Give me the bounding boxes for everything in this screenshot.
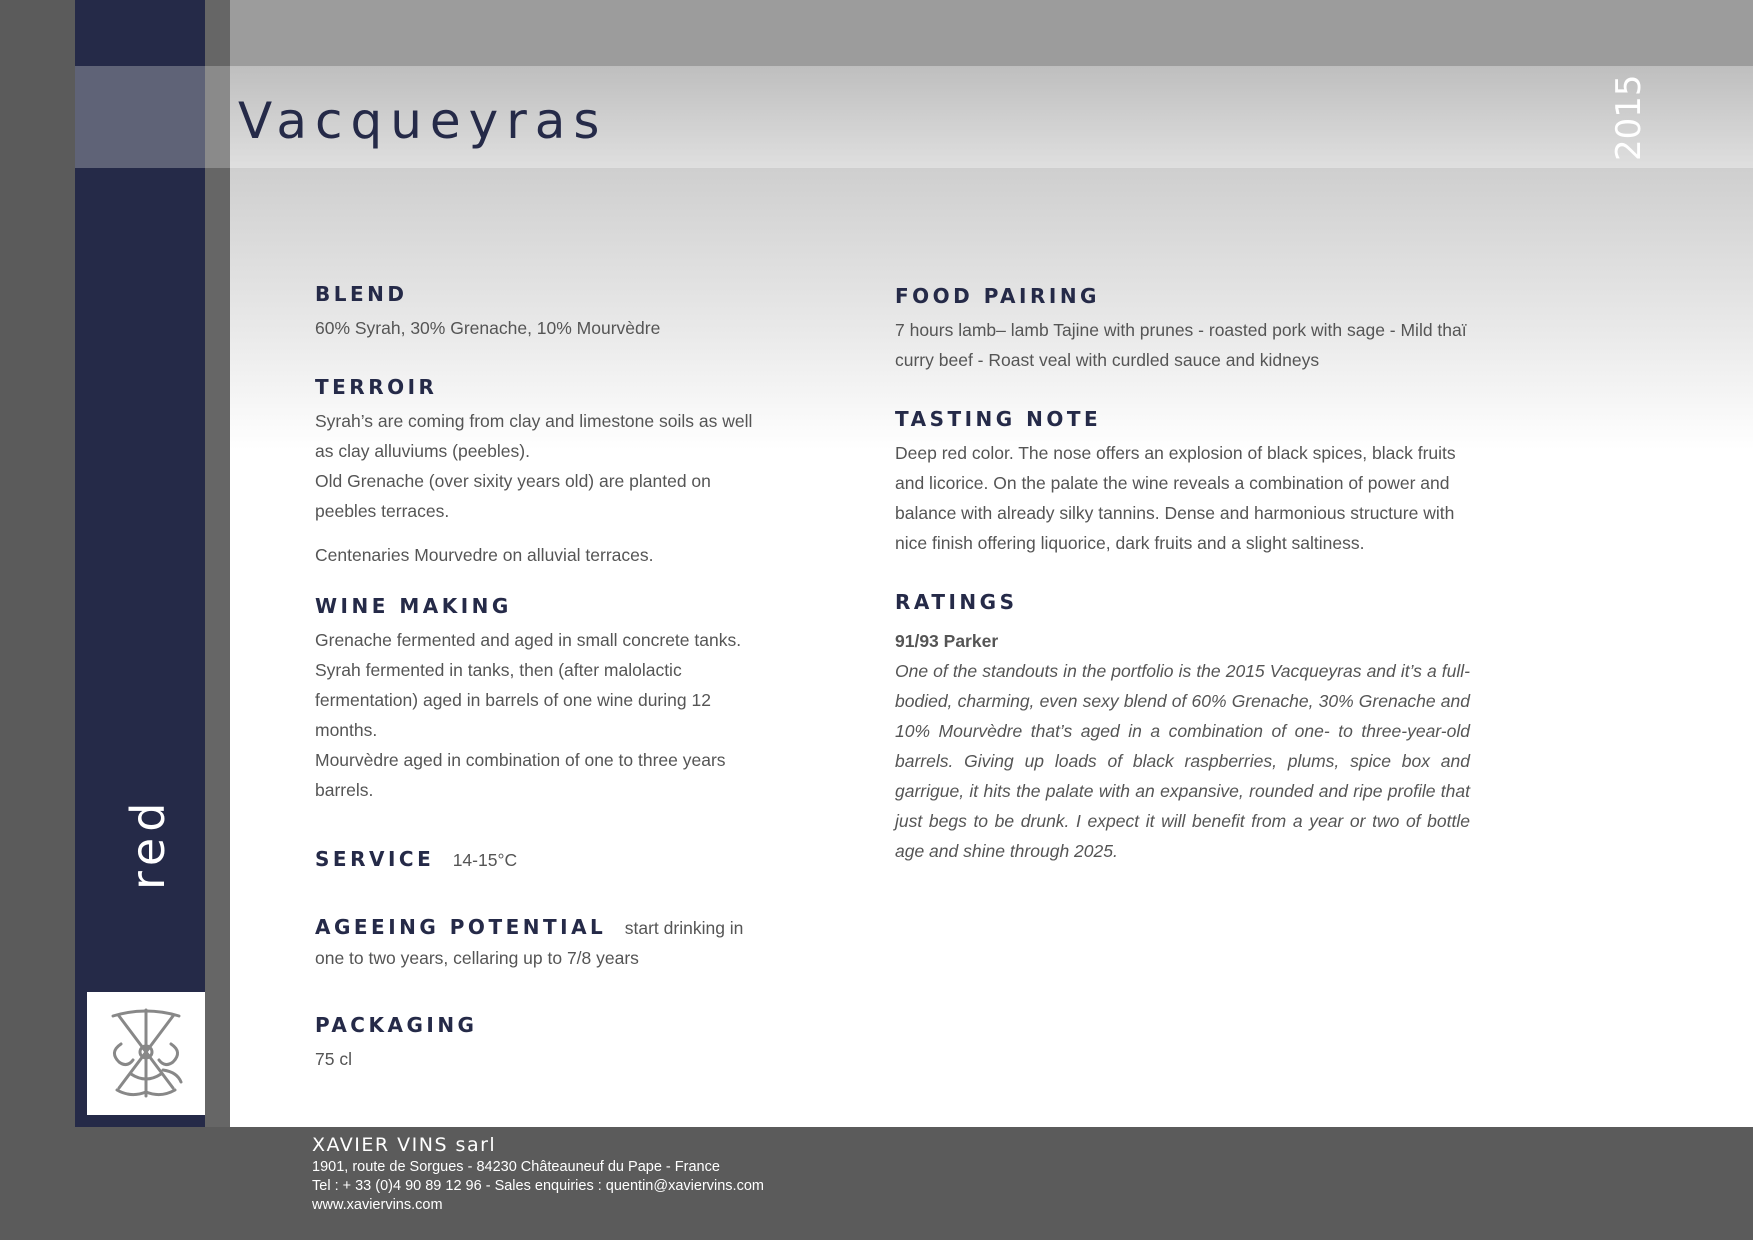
terroir-section xyxy=(315,373,775,570)
service-section xyxy=(315,845,775,875)
wine-making-section xyxy=(315,592,775,805)
blend-section xyxy=(315,280,775,343)
ratings-section xyxy=(895,588,1470,866)
footer-company: XAVIER VINS sarl xyxy=(312,1134,497,1156)
footer-website: www.xaviervins.com xyxy=(312,1197,443,1213)
xavier-monogram-icon xyxy=(101,1004,191,1102)
side-stripe-gap xyxy=(205,0,230,1127)
terroir-text: Syrah’s are coming from clay and limestone soils as well as clay alluviums (peebles). Old Grenache (over sixity years old) are planted on peebles terraces. xyxy=(315,411,753,521)
side-stripe-band xyxy=(75,66,205,168)
tasting-note-text: Deep red color. The nose offers an explosion of black spices, black fruits and licorice. On the palate the wine reveals a combination of power and balance with already silky tannins. Dense and harmonious structure with nice finish offering liquorice, dark fruits and a slight saltiness. xyxy=(895,443,1456,553)
service-text: 14-15°C xyxy=(452,850,518,870)
ageing-heading: AGEEING POTENTIAL xyxy=(315,915,607,939)
packaging-heading: PACKAGING xyxy=(315,1013,478,1037)
footer xyxy=(312,1132,764,1215)
wine-making-text: Grenache fermented and aged in small concrete tanks. Syrah fermented in tanks, then (after malolactic fermentation) aged in barrels of one wine during 12 months. Mourvèdre aged in combination of one to three years barrels. xyxy=(315,630,742,800)
left-column xyxy=(315,280,775,1104)
food-pairing-heading: FOOD PAIRING xyxy=(895,284,1100,308)
blend-text: 60% Syrah, 30% Grenache, 10% Mourvèdre xyxy=(315,318,661,338)
right-column xyxy=(895,282,1470,896)
ageing-text: start drinking in one to two years, cellaring up to 7/8 years xyxy=(315,918,744,968)
rating-review: One of the standouts in the portfolio is the 2015 Vacqueyras and it’s a full-bodied, charming, even sexy blend of 60% Grenache, 30% Grenache and 10% Mourvèdre that’s aged in a combination of one- to three-year-old barrels. Giving up loads of black raspberries, plums, spice box and garrigue, it hits the palate with an expansive, rounded and ripe profile that just begs to be drunk. I expect it will benefit from a year or two of bottle age and shine through 2025. xyxy=(895,661,1470,861)
packaging-section xyxy=(315,1011,775,1074)
wine-making-heading: WINE MAKING xyxy=(315,594,512,618)
footer-address: 1901, route de Sorgues - 84230 Châteauneuf du Pape - France xyxy=(312,1159,720,1175)
blend-heading: BLEND xyxy=(315,282,408,306)
food-pairing-text: 7 hours lamb– lamb Tajine with prunes - roasted pork with sage - Mild thaï curry beef - Roast veal with curdled sauce and kidneys xyxy=(895,320,1467,370)
logo-box xyxy=(87,992,205,1115)
rating-source: 91/93 Parker xyxy=(895,631,999,651)
food-pairing-section xyxy=(895,282,1470,375)
tasting-note-section xyxy=(895,405,1470,558)
side-stripe xyxy=(75,0,205,1127)
terroir-heading: TERROIR xyxy=(315,375,438,399)
packaging-text: 75 cl xyxy=(315,1049,352,1069)
wine-color-label: red xyxy=(121,796,175,890)
footer-contact: Tel : + 33 (0)4 90 89 12 96 - Sales enquiries : quentin@xaviervins.com xyxy=(312,1178,764,1194)
service-heading: SERVICE xyxy=(315,847,435,871)
side-stripe-gap-band xyxy=(205,66,230,168)
vintage-year: 2015 xyxy=(1609,74,1649,162)
tasting-note-heading: TASTING NOTE xyxy=(895,407,1102,431)
wine-title: Vacqueyras xyxy=(238,92,608,150)
ageing-section xyxy=(315,913,775,973)
terroir-text-2: Centenaries Mourvedre on alluvial terraces. xyxy=(315,545,654,565)
ratings-heading: RATINGS xyxy=(895,590,1018,614)
